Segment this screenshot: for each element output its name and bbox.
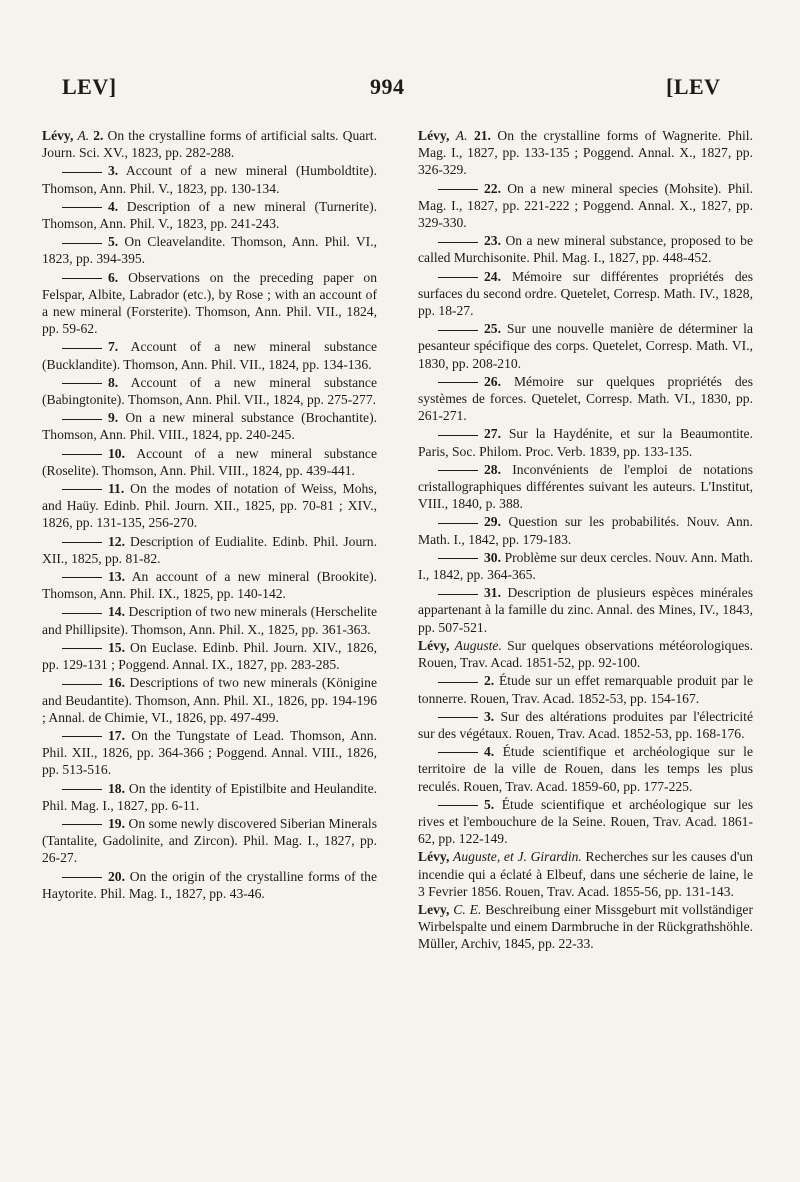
bibliography-entry [42,162,377,196]
entry-number: 3. [484,708,495,724]
bibliography-entry [418,127,753,179]
bibliography-entry [418,425,753,459]
entry-number: 20. [108,868,125,884]
ditto-dash [438,717,478,718]
entry-text: On a new mineral species (Mohsite). Phil. Mag. I., 1827, pp. 221-222 ; Poggend. Annal. X., 1827, pp. 329-330. [418,180,753,231]
entry-text: Account of a new mineral substance (Bucklandite). Thomson, Ann. Phil. VII., 1824, pp. 134-136. [42,339,377,372]
ditto-dash [62,383,102,384]
entry-number: 14. [108,604,125,620]
entry-text: On some newly discovered Siberian Minerals (Tantalite, Gadolinite, and Zircon). Phil. Mag. I., 1827, pp. 26-27. [42,815,377,866]
author-forename: A. [77,128,90,143]
ditto-dash [438,752,478,753]
ditto-dash [62,489,102,490]
entry-text: On the origin of the crystalline forms of the Haytorite. Phil. Mag. I., 1827, pp. 43-46. [42,868,377,901]
entry-text: On the Tungstate of Lead. Thomson, Ann. Phil. XII., 1826, pp. 364-366 ; Poggend. Annal. VIII., 1826, pp. 513-516. [42,727,378,778]
bibliography-entry [42,445,377,479]
entry-text: Étude sur un effet remarquable produit par le tonnerre. Rouen, Trav. Acad. 1852-53, pp. 154-167. [418,673,753,706]
entry-number: 9. [108,410,119,426]
author-surname: Lévy, [418,128,450,143]
bibliography-entry [418,461,753,513]
author-forename: A. [455,128,468,143]
bibliography-entry [42,127,377,161]
ditto-dash [62,419,102,420]
entry-text: Inconvénients de l'emploi de notations cristallographiques différentes suivant les auteurs. L'Institut, VIII., 1840, p. 388. [418,461,753,512]
ditto-dash [62,207,102,208]
entry-number: 30. [484,549,501,565]
bibliography-entry [42,815,377,867]
entry-text: Sur une nouvelle manière de déterminer la pesanteur spécifique des corps. Quetelet, Corresp. Math. VI., 1830, pp. 208-210. [418,321,753,371]
bibliography-entry [42,727,377,779]
bibliography-entry [42,868,377,902]
bibliography-entry [418,549,753,583]
entry-number: 24. [484,268,501,284]
entry-text: On a new mineral substance (Brochantite). Thomson, Ann. Phil. VIII., 1824, pp. 240-245. [42,410,377,443]
header-left: LEV] [62,74,117,99]
author-surname: Lévy, [418,637,450,653]
entry-text: Sur la Haydénite, et sur la Beaumontite. Paris, Soc. Philom. Proc. Verb. 1839, pp. 133-135. [418,426,753,459]
entry-text: Account of a new mineral (Humboldtite). Thomson, Ann. Phil. V., 1823, pp. 130-134. [42,163,377,196]
ditto-dash [438,277,478,278]
bibliography-entry [418,513,753,547]
entry-text: Description of Eudialite. Edinb. Phil. Journ. XII., 1825, pp. 81-82. [42,533,377,566]
entry-number: 27. [484,426,501,442]
bibliography-entry [42,374,377,408]
entry-text: Sur quelques observations météorologiques. Rouen, Trav. Acad. 1851-52, pp. 92-100. [418,637,753,671]
bibliography-entry [418,373,753,425]
entry-number: 31. [484,585,501,601]
entry-text: Mémoire sur quelques propriétés des systèmes de forces. Quetelet, Corresp. Math. VI., 1830, pp. 261-271. [418,373,753,424]
entry-text: Account of a new mineral substance (Roselite). Thomson, Ann. Phil. VIII., 1824, pp. 439-441. [42,445,377,478]
entry-text: Sur des altérations produites par l'électricité sur des végétaux. Rouen, Trav. Acad. 1852-53, pp. 168-176. [418,708,753,741]
bibliography-entry [42,198,377,232]
entry-text: On the identity of Epistilbite and Heulandite. Phil. Mag. I., 1827, pp. 6-11. [42,780,378,813]
bibliography-entry [418,232,753,266]
entry-number: 23. [484,233,501,249]
entry-number: 13. [108,569,125,585]
ditto-dash [62,577,102,578]
ditto-dash [62,736,102,737]
entry-number: 11. [108,481,125,497]
ditto-dash [438,242,478,243]
right-column [418,127,753,954]
author-surname: Levy, [418,901,450,917]
bibliography-entry [42,568,377,602]
bibliography-entry [42,269,377,338]
author-forename: Auguste, et J. Girardin. [453,849,582,865]
entry-text: Description of two new minerals (Herschelite and Phillipsite). Thomson, Ann. Phil. X., 1825, pp. 361-363. [42,604,377,637]
bibliography-entry [42,674,377,726]
entry-number: 28. [484,461,501,477]
page-number: 994 [370,74,405,99]
bibliography-entry [418,708,753,742]
entry-text: On the modes of notation of Weiss, Mohs, and Haüy. Edinb. Phil. Journ. XII., 1825, pp. 70-81 ; XIV., 1826, pp. 131-135, 256-270. [42,481,377,531]
entry-text: On the crystalline forms of Wagnerite. Phil. Mag. I., 1827, pp. 133-135 ; Poggend. Annal. X., 1827, pp. 326-329. [418,128,753,178]
ditto-dash [62,877,102,878]
bibliography-entry [42,409,377,443]
bibliography-entry [42,639,377,673]
entry-number: 29. [484,514,501,530]
entry-text: On Euclase. Edinb. Phil. Journ. XIV., 1826, pp. 129-131 ; Poggend. Annal. IX., 1827, pp. 283-285. [42,639,378,673]
entry-number: 17. [108,727,125,743]
page-header [0,74,800,114]
entry-text: An account of a new mineral (Brookite). Thomson, Ann. Phil. IX., 1825, pp. 140-142. [42,569,377,602]
entry-number: 5. [484,796,495,812]
entry-text: On a new mineral substance, proposed to be called Murchisonite. Phil. Mag. I., 1827, pp. 448-452. [418,233,753,266]
author-surname: Lévy, [418,849,450,865]
ditto-dash [62,789,102,790]
entry-number: 25. [484,321,501,337]
ditto-dash [438,330,478,331]
entry-number: 12. [108,533,125,549]
bibliography-entry [418,320,753,372]
bibliography-entry [418,180,753,232]
bibliography-entry [42,603,377,637]
ditto-dash [62,824,102,825]
entry-number: 7. [108,339,119,355]
entry-text: Descriptions of two new minerals (Königine and Beudantite). Thomson, Ann. Phil. XI., 1826, pp. 194-196 ; Annal. de Chimie, VI., 1826, pp. 497-499. [42,675,377,725]
ditto-dash [62,172,102,173]
ditto-dash [438,805,478,806]
entry-number: 4. [484,744,495,760]
bibliography-entry [42,533,377,567]
entry-number: 8. [108,374,119,390]
entry-number: 5. [108,234,119,250]
ditto-dash [438,470,478,471]
ditto-dash [62,278,102,279]
ditto-dash [62,243,102,244]
entry-text: Account of a new mineral substance (Babingtonite). Thomson, Ann. Phil. VII., 1824, pp. 275-277. [42,374,377,408]
entry-number: 26. [484,373,501,389]
ditto-dash [438,682,478,683]
author-surname: Lévy, [42,128,74,143]
ditto-dash [438,189,478,190]
entry-number: 4. [108,198,119,214]
entry-text: Recherches sur les causes d'un incendie qui a éclaté à Elbeuf, dans une sécherie de laine, le 3 Fevrier 1856. Rouen, Trav. Acad. 1855-56, pp. 131-143. [418,849,753,899]
ditto-dash [62,613,102,614]
entry-number: 16. [108,675,125,691]
entry-text: Mémoire sur différentes propriétés des surfaces du second ordre. Quetelet, Corresp. Math. IV., 1828, pp. 18-27. [418,268,753,319]
header-right: [LEV [666,74,721,99]
bibliography-entry [418,268,753,320]
author-forename: Auguste. [454,637,502,653]
ditto-dash [438,382,478,383]
entry-text: On the crystalline forms of artificial salts. Quart. Journ. Sci. XV., 1823, pp. 282-288. [42,128,377,161]
bibliography-entry [418,584,753,636]
entry-number: 18. [108,780,125,796]
entry-number: 22. [484,180,501,196]
author-forename: C. E. [453,901,482,917]
entry-number: 6. [108,269,119,285]
ditto-dash [62,684,102,685]
ditto-dash [438,594,478,595]
entry-text: Problème sur deux cercles. Nouv. Ann. Math. I., 1842, pp. 364-365. [418,549,754,583]
bibliography-entry [42,233,377,267]
bibliography-entry [418,796,753,848]
ditto-dash [438,523,478,524]
entry-text: Question sur les probabilités. Nouv. Ann. Math. I., 1842, pp. 179-183. [418,514,753,547]
entry-text: Étude scientifique et archéologique sur le territoire de la ville de Rouen, dans les temps les plus reculés. Rouen, Trav. Acad. 1859-60, pp. 177-225. [418,744,753,794]
bibliography-entry [418,637,753,671]
ditto-dash [62,542,102,543]
entry-number: 21. [473,128,491,143]
bibliography-entry [418,901,753,953]
ditto-dash [62,454,102,455]
ditto-dash [62,648,102,649]
entry-number: 2. [93,128,104,143]
entry-text: On Cleavelandite. Thomson, Ann. Phil. VI., 1823, pp. 394-395. [42,234,377,267]
entry-text: Description de plusieurs espèces minérales appartenant à la famille du zinc. Annal. des Mines, IV., 1843, pp. 507-521. [418,585,753,635]
entry-text: Étude scientifique et archéologique sur les rives et l'embouchure de la Seine. Rouen, Trav. Acad. 1861-62, pp. 122-149. [418,796,753,847]
left-column [42,127,377,903]
entry-number: 3. [108,163,119,179]
entry-number: 10. [108,445,125,461]
ditto-dash [62,348,102,349]
entry-text: Beschreibung einer Missgeburt mit vollständiger Wirbelspalte und einem Darmbruche in der Rückgrathshöhle. Müller, Archiv, 1845, pp. 22-33. [418,901,753,952]
ditto-dash [438,435,478,436]
bibliography-entry [42,338,377,372]
entry-number: 19. [108,815,125,831]
entry-number: 15. [108,639,125,655]
entry-number: 2. [484,673,495,689]
bibliography-entry [42,780,377,814]
bibliography-entry [418,848,753,900]
bibliography-entry [418,672,753,706]
ditto-dash [438,558,478,559]
bibliography-entry [42,480,377,532]
entry-text: Observations on the preceding paper on Felspar, Albite, Labrador (etc.), by Rose ; with an account of a new mineral (Forsterite). Thomson, Ann. Phil. VII., 1824, pp. 59-62. [42,269,377,337]
bibliography-entry [418,743,753,795]
entry-text: Description of a new mineral (Turnerite). Thomson, Ann. Phil. V., 1823, pp. 241-243. [42,198,378,232]
